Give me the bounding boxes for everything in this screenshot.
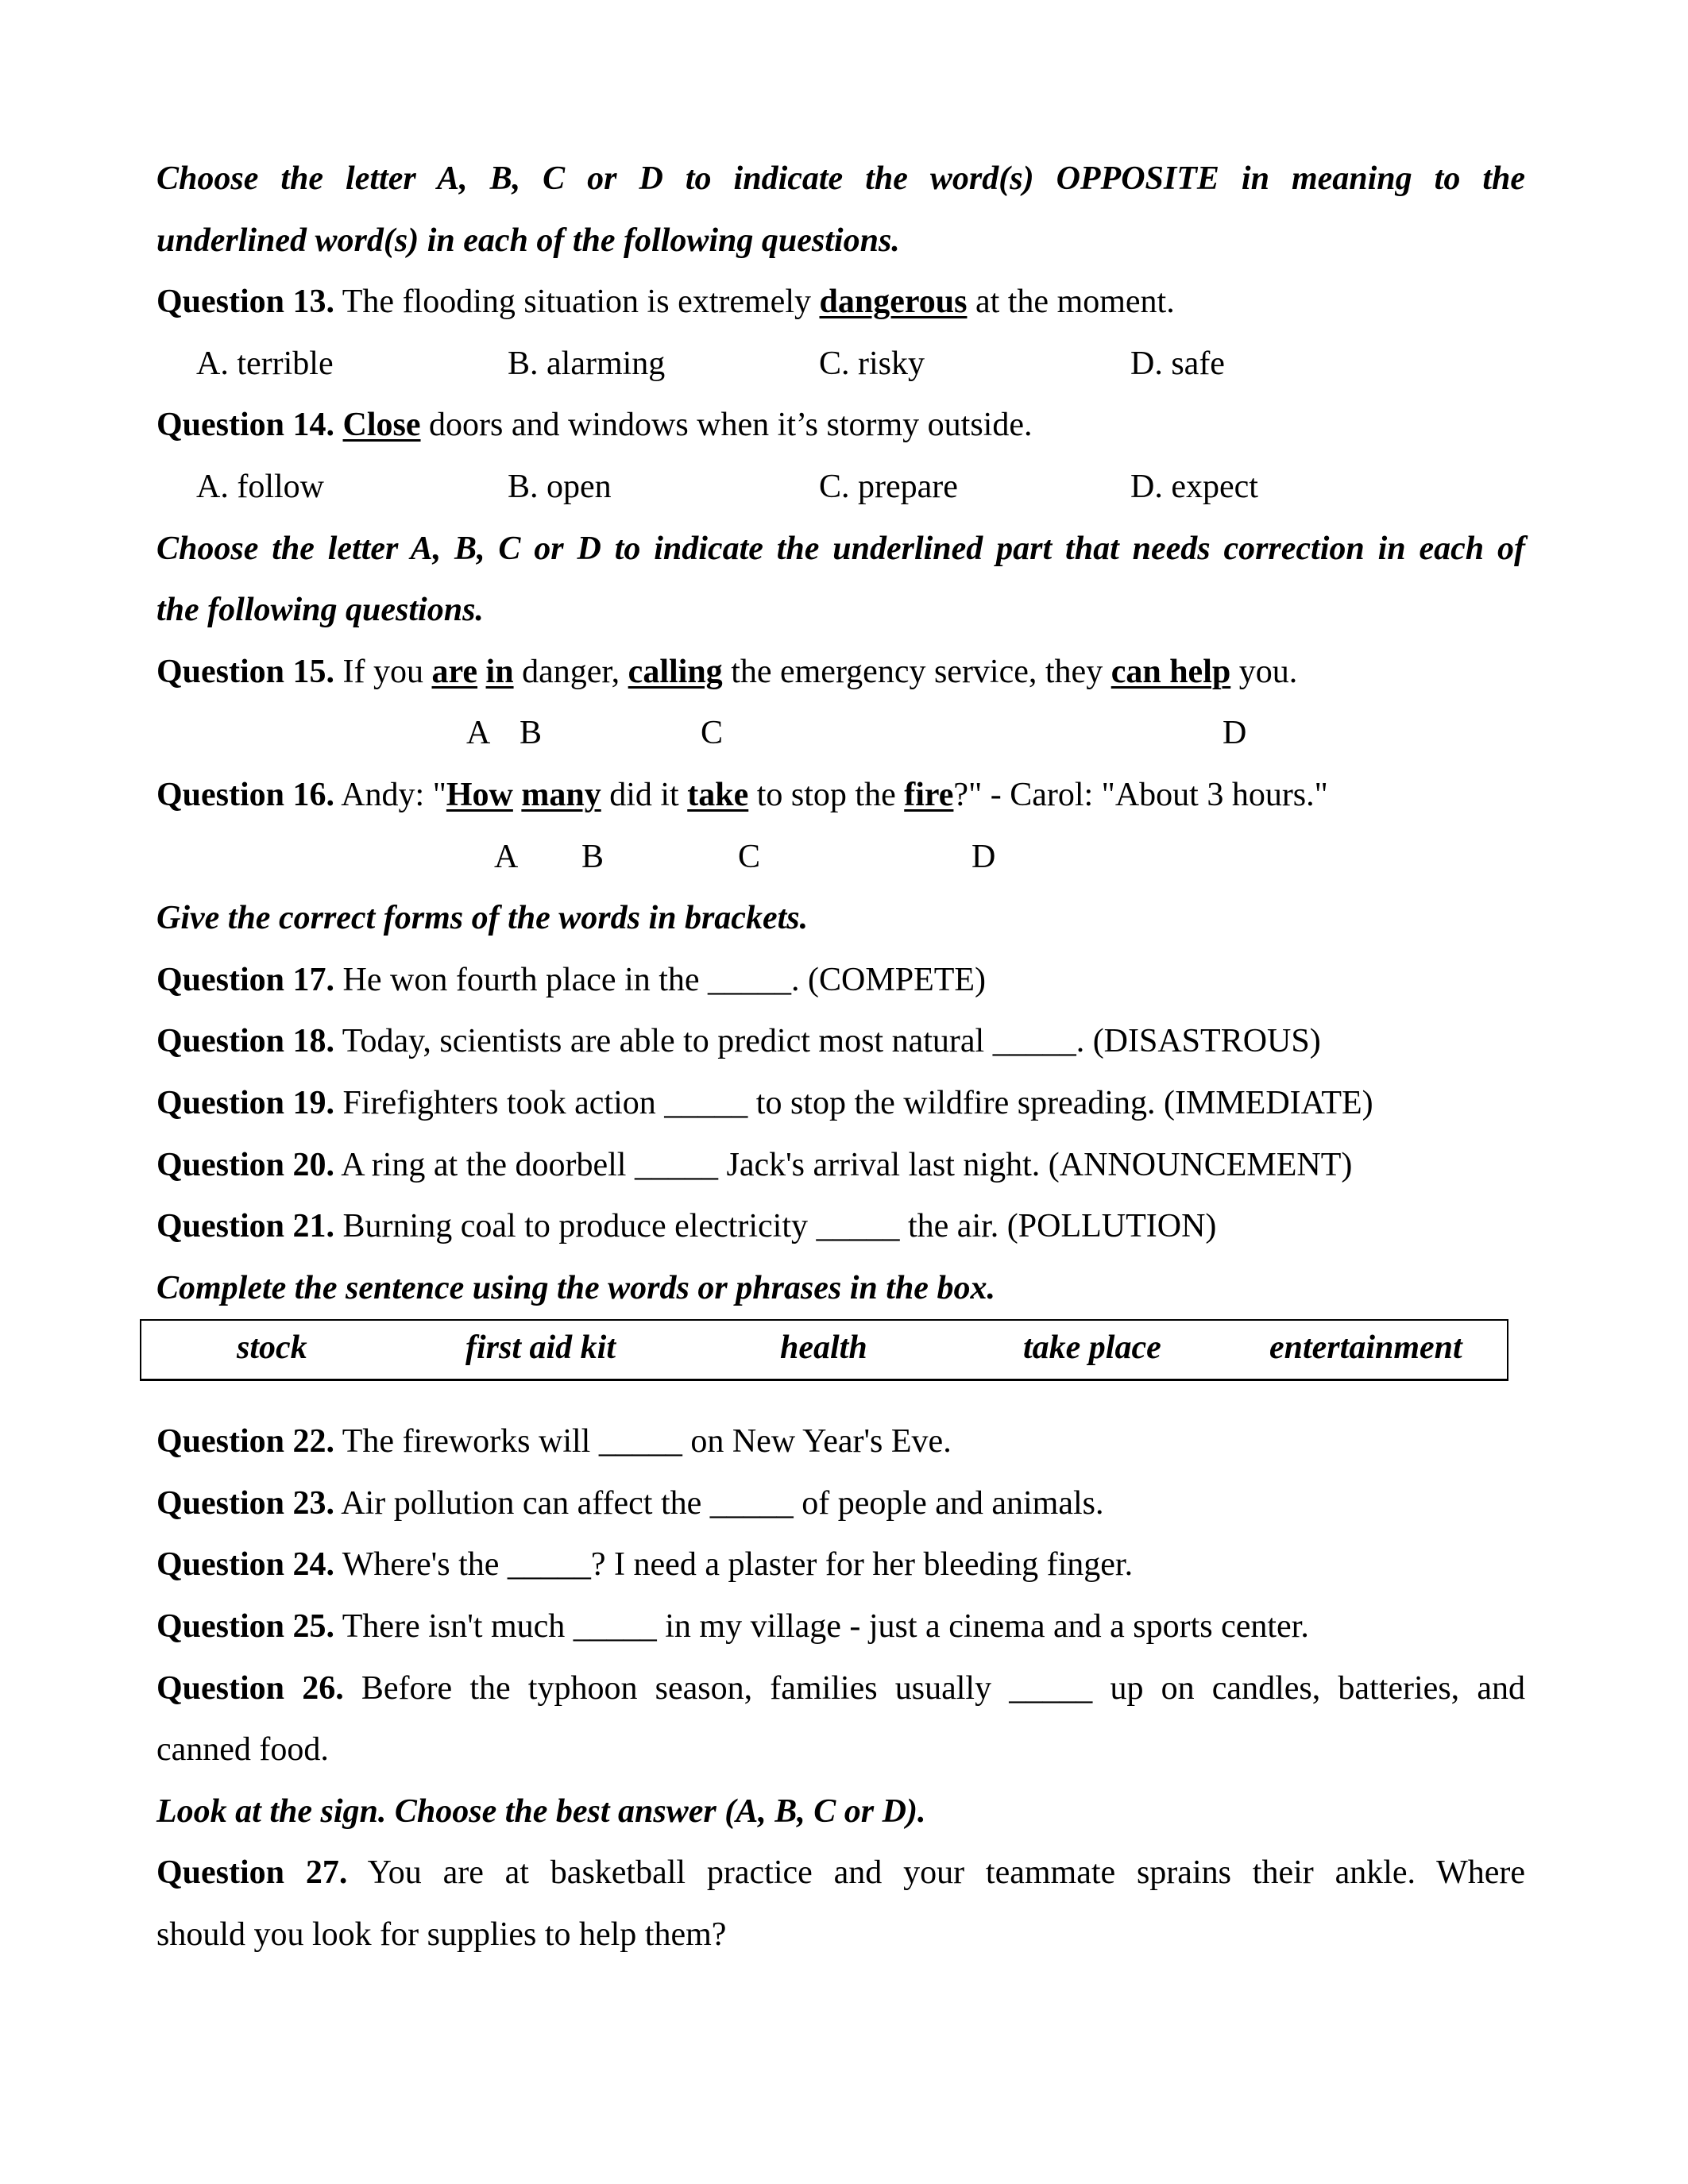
underlined-part-c: take: [687, 776, 749, 813]
question-14-options: [156, 457, 1525, 519]
question-text: Andy: ": [334, 776, 446, 813]
instruction-word-box: Complete the sentence using the words or phrases in the box.: [156, 1269, 995, 1306]
question-text: to stop the: [748, 776, 905, 813]
question-text: Air pollution can affect the _____ of people and animals.: [334, 1484, 1104, 1522]
question-text: You are at basketball practice and your teammate sprains their ankle. Where: [347, 1854, 1525, 1892]
word-box-item: take place: [1023, 1329, 1161, 1367]
question-text: A ring at the doorbell _____ Jack's arrival last night. (ANNOUNCEMENT): [334, 1146, 1353, 1183]
option-d[interactable]: D. expect: [1130, 468, 1258, 505]
question-text: at the moment.: [967, 284, 1175, 321]
question-22: [156, 1411, 1525, 1473]
option-a[interactable]: A. follow: [196, 468, 324, 505]
question-17: [156, 950, 1525, 1012]
worksheet-page: [156, 149, 1525, 1966]
question-14: [156, 395, 1525, 457]
question-label: Question 14.: [156, 407, 335, 444]
question-label: Question 23.: [156, 1484, 335, 1522]
instruction-antonyms-line2: underlined word(s) in each of the following questions.: [156, 222, 900, 259]
underlined-word: dangerous: [819, 284, 968, 321]
question-label: Question 26.: [156, 1669, 344, 1707]
question-text: [477, 654, 486, 690]
question-26-line1: [156, 1658, 1525, 1720]
underlined-part-c: calling: [628, 653, 723, 690]
question-19: [156, 1073, 1525, 1135]
question-25: [156, 1596, 1525, 1658]
question-text: Before the typhoon season, families usually _____ up on candles, batteries, and: [343, 1669, 1525, 1707]
question-20: [156, 1135, 1525, 1197]
underlined-part-b: many: [521, 776, 601, 813]
underlined-part-d: fire: [904, 776, 954, 813]
underlined-part-a: How: [446, 776, 513, 813]
question-label: Question 19.: [156, 1084, 335, 1121]
letter-c[interactable]: C: [738, 838, 761, 875]
question-18: [156, 1011, 1525, 1073]
question-23: [156, 1473, 1525, 1535]
letter-d[interactable]: D: [971, 838, 996, 875]
question-text: you.: [1230, 653, 1298, 690]
question-text: doors and windows when it’s stormy outside.: [420, 407, 1033, 444]
underlined-part-b: in: [485, 653, 514, 690]
option-b[interactable]: B. alarming: [508, 345, 666, 382]
instruction-sign: Look at the sign. Choose the best answer (A, B, C or D).: [156, 1792, 926, 1830]
underlined-part-d: can help: [1111, 653, 1231, 690]
question-text: did it: [601, 776, 688, 813]
question-text: He won fourth place in the _____. (COMPETE): [334, 961, 987, 998]
question-text: [334, 407, 343, 443]
instruction-error-line1: Choose the letter A, B, C or D to indicate the underlined part that needs correction in each of: [156, 530, 1525, 567]
question-text: danger,: [513, 653, 628, 690]
question-text: the emergency service, they: [722, 653, 1111, 690]
question-27-line2: should you look for supplies to help them?: [156, 1916, 727, 1954]
instruction-antonyms-line1: Choose the letter A, B, C or D to indicate the word(s) OPPOSITE in meaning to the: [156, 160, 1525, 197]
word-box-item: first aid kit: [465, 1329, 616, 1367]
option-c[interactable]: C. prepare: [819, 468, 958, 505]
instruction-error-line2: the following questions.: [156, 592, 484, 629]
question-label: Question 16.: [156, 776, 335, 813]
question-label: Question 17.: [156, 961, 335, 998]
letter-a[interactable]: A: [466, 715, 491, 752]
word-box-item: entertainment: [1269, 1329, 1462, 1367]
question-label: Question 21.: [156, 1208, 335, 1245]
question-text: ?" - Carol: "About 3 hours.": [953, 776, 1328, 813]
word-box: [140, 1319, 1508, 1381]
letter-c[interactable]: C: [701, 715, 724, 752]
question-13: [156, 272, 1525, 334]
word-box-item: stock: [237, 1329, 307, 1367]
question-text: Firefighters took action _____ to stop the wildfire spreading. (IMMEDIATE): [334, 1084, 1373, 1121]
question-27-line1: [156, 1843, 1525, 1904]
question-text: There isn't much _____ in my village - just a cinema and a sports center.: [334, 1608, 1309, 1646]
option-d[interactable]: D. safe: [1130, 345, 1225, 382]
question-text: Burning coal to produce electricity _____ the air. (POLLUTION): [334, 1208, 1217, 1245]
question-15-letters: [156, 703, 1525, 765]
question-13-options: [156, 334, 1525, 396]
question-15: [156, 642, 1525, 704]
question-16-letters: [156, 827, 1525, 889]
question-label: Question 24.: [156, 1546, 335, 1584]
underlined-part-a: are: [431, 653, 478, 690]
question-label: Question 27.: [156, 1854, 348, 1892]
question-text: The fireworks will _____ on New Year's Eve.: [334, 1423, 952, 1461]
question-label: Question 25.: [156, 1608, 335, 1646]
question-label: Question 18.: [156, 1023, 335, 1060]
question-text: [513, 777, 522, 813]
question-label: Question 22.: [156, 1423, 335, 1461]
question-26-line2: canned food.: [156, 1731, 329, 1769]
question-text: Where's the _____? I need a plaster for her bleeding finger.: [334, 1546, 1134, 1584]
question-21: [156, 1196, 1525, 1258]
letter-b[interactable]: B: [581, 838, 605, 875]
question-16: [156, 765, 1525, 827]
question-label: Question 20.: [156, 1146, 335, 1183]
option-c[interactable]: C. risky: [819, 345, 925, 382]
instruction-word-forms: Give the correct forms of the words in brackets.: [156, 900, 809, 937]
letter-b[interactable]: B: [520, 715, 543, 752]
word-box-item: health: [780, 1329, 867, 1367]
underlined-word: Close: [342, 407, 421, 444]
question-24: [156, 1534, 1525, 1596]
question-text: If you: [334, 653, 432, 690]
question-text: The flooding situation is extremely: [334, 284, 820, 321]
question-label: Question 15.: [156, 653, 335, 690]
letter-a[interactable]: A: [494, 838, 519, 875]
option-a[interactable]: A. terrible: [196, 345, 334, 382]
letter-d[interactable]: D: [1223, 715, 1247, 752]
question-text: Today, scientists are able to predict most natural _____. (DISASTROUS): [334, 1023, 1321, 1060]
option-b[interactable]: B. open: [508, 468, 612, 505]
question-label: Question 13.: [156, 284, 335, 321]
